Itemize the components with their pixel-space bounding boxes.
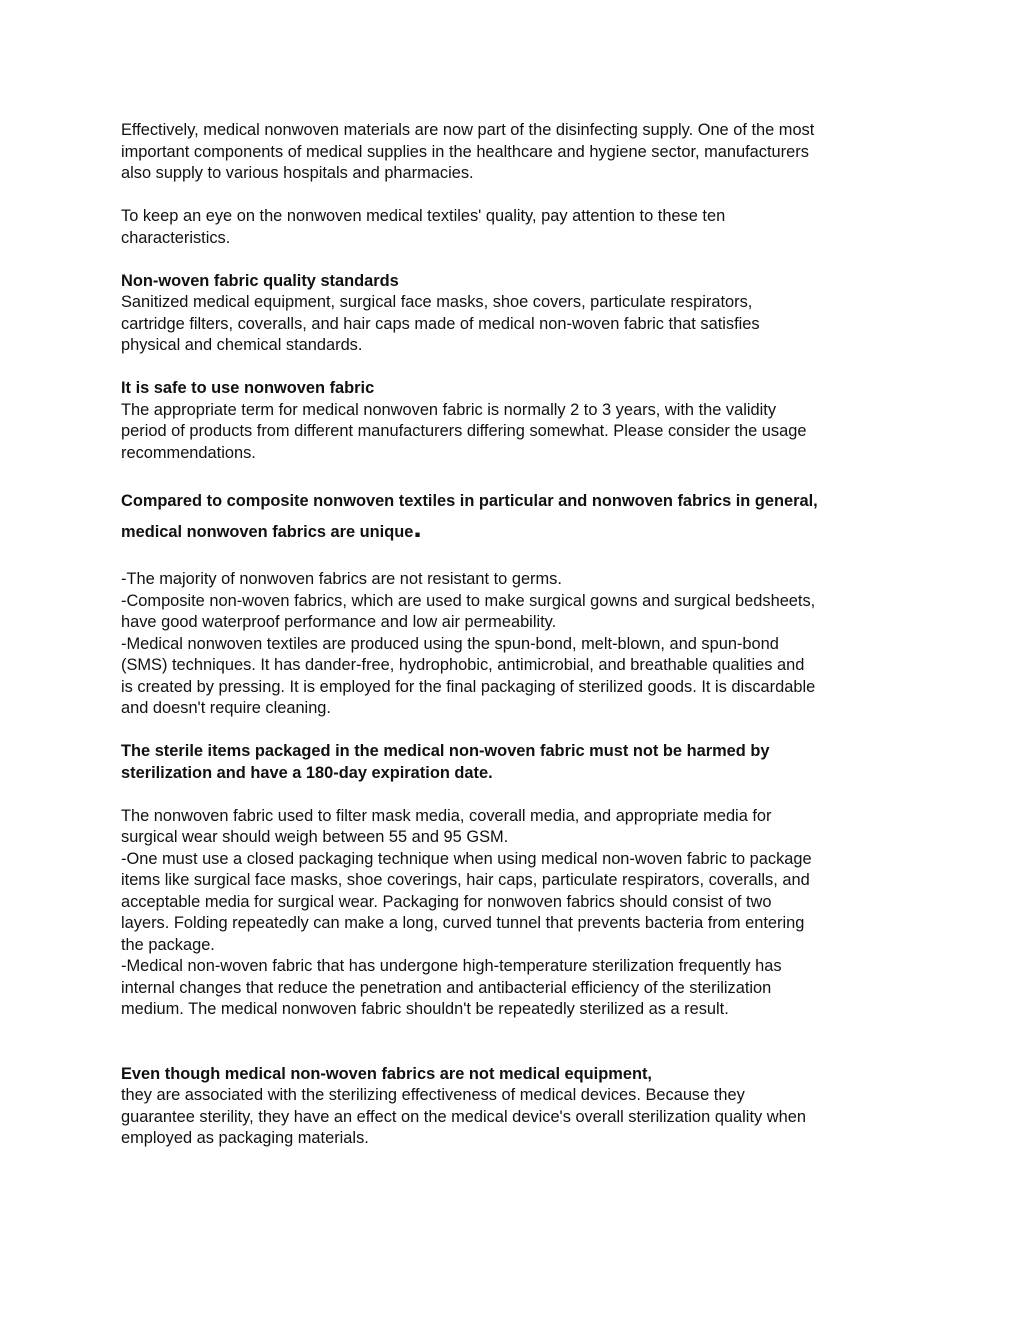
- compared-heading: [121, 486, 911, 548]
- safe-heading: It is safe to use nonwoven fabric: [121, 379, 375, 397]
- equipment-line: employed as packaging materials.: [121, 1129, 369, 1147]
- safe-section: [121, 378, 911, 464]
- paragraph-spacer: [121, 185, 911, 207]
- sterile-line: layers. Folding repeatedly can make a long, curved tunnel that prevents bacteria from entering: [121, 914, 805, 932]
- compared-line: -The majority of nonwoven fabrics are not resistant to germs.: [121, 570, 562, 588]
- compared-heading-line: Compared to composite nonwoven textiles in particular and nonwoven fabrics in general,: [121, 491, 818, 510]
- sterile-line: internal changes that reduce the penetration and antibacterial efficiency of the sterilization: [121, 978, 772, 997]
- intro-line: also supply to various hospitals and pharmacies.: [121, 164, 474, 182]
- sterile-heading: [121, 741, 911, 784]
- safe-line: period of products from different manufacturers differing somewhat. Please consider the usage: [121, 422, 807, 440]
- sterile-line: The nonwoven fabric used to filter mask media, coverall media, and appropriate media for: [121, 806, 772, 825]
- sterile-body: [121, 806, 911, 1021]
- quality-note-line: characteristics.: [121, 228, 231, 247]
- quality-note-paragraph: [121, 206, 911, 249]
- standards-line: Sanitized medical equipment, surgical face masks, shoe covers, particulate respirators,: [121, 293, 753, 311]
- equipment-section: [121, 1064, 911, 1150]
- compared-line: -Medical nonwoven textiles are produced using the spun-bond, melt-blown, and spun-bond: [121, 634, 779, 653]
- compared-line: (SMS) techniques. It has dander-free, hydrophobic, antimicrobial, and breathable qualities and: [121, 656, 805, 674]
- equipment-line: they are associated with the sterilizing effectiveness of medical devices. Because they: [121, 1086, 745, 1104]
- sterile-heading-line: The sterile items packaged in the medical non-woven fabric must not be harmed by: [121, 742, 770, 760]
- sterile-line: medium. The medical nonwoven fabric shouldn't be repeatedly sterilized as a result.: [121, 1000, 729, 1018]
- compared-line: is created by pressing. It is employed for the final packaging of sterilized goods. It is discardable: [121, 677, 816, 696]
- standards-section: [121, 271, 911, 357]
- paragraph-spacer: [121, 464, 911, 486]
- standards-line: cartridge filters, coveralls, and hair caps made of medical non-woven fabric that satisfies: [121, 314, 760, 333]
- paragraph-spacer: [121, 1021, 911, 1064]
- sterile-line: -One must use a closed packaging technique when using medical non-woven fabric to package: [121, 849, 812, 868]
- standards-heading: Non-woven fabric quality standards: [121, 271, 399, 290]
- compared-body: [121, 569, 911, 720]
- paragraph-spacer: [121, 249, 911, 271]
- sterile-line: acceptable media for surgical wear. Packaging for nonwoven fabrics should consist of two: [121, 892, 772, 911]
- safe-line: The appropriate term for medical nonwoven fabric is normally 2 to 3 years, with the validity: [121, 400, 777, 419]
- compared-line: have good waterproof performance and low air permeability.: [121, 613, 557, 631]
- sterile-heading-line: sterilization and have a 180-day expiration date.: [121, 763, 493, 782]
- intro-paragraph: [121, 120, 911, 185]
- sterile-line: items like surgical face masks, shoe coverings, hair caps, particulate respirators, coveralls, and: [121, 871, 810, 889]
- paragraph-spacer: [121, 357, 911, 379]
- equipment-line: guarantee sterility, they have an effect on the medical device's overall sterilization quality when: [121, 1107, 806, 1126]
- safe-line: recommendations.: [121, 443, 256, 462]
- paragraph-spacer: [121, 784, 911, 806]
- intro-line: important components of medical supplies in the healthcare and hygiene sector, manufacturers: [121, 142, 809, 161]
- sterile-line: the package.: [121, 935, 215, 954]
- equipment-heading: Even though medical non-woven fabrics are not medical equipment,: [121, 1064, 652, 1083]
- compared-heading-text: medical nonwoven fabrics are unique: [121, 522, 414, 541]
- document-page: [121, 120, 911, 1150]
- intro-line: Effectively, medical nonwoven materials are now part of the disinfecting supply. One of the most: [121, 121, 815, 139]
- compared-heading-line: [121, 510, 911, 548]
- paragraph-spacer: [121, 720, 911, 742]
- sterile-line: -Medical non-woven fabric that has undergone high-temperature sterilization frequently has: [121, 957, 782, 975]
- standards-line: physical and chemical standards.: [121, 336, 363, 354]
- quality-note-line: To keep an eye on the nonwoven medical textiles' quality, pay attention to these ten: [121, 207, 726, 225]
- paragraph-spacer: [121, 548, 911, 570]
- compared-line: -Composite non-woven fabrics, which are used to make surgical gowns and surgical bedsheets,: [121, 591, 816, 610]
- sterile-line: surgical wear should weigh between 55 and 95 GSM.: [121, 828, 509, 846]
- compared-heading-period: .: [413, 510, 422, 544]
- compared-line: and doesn't require cleaning.: [121, 699, 331, 717]
